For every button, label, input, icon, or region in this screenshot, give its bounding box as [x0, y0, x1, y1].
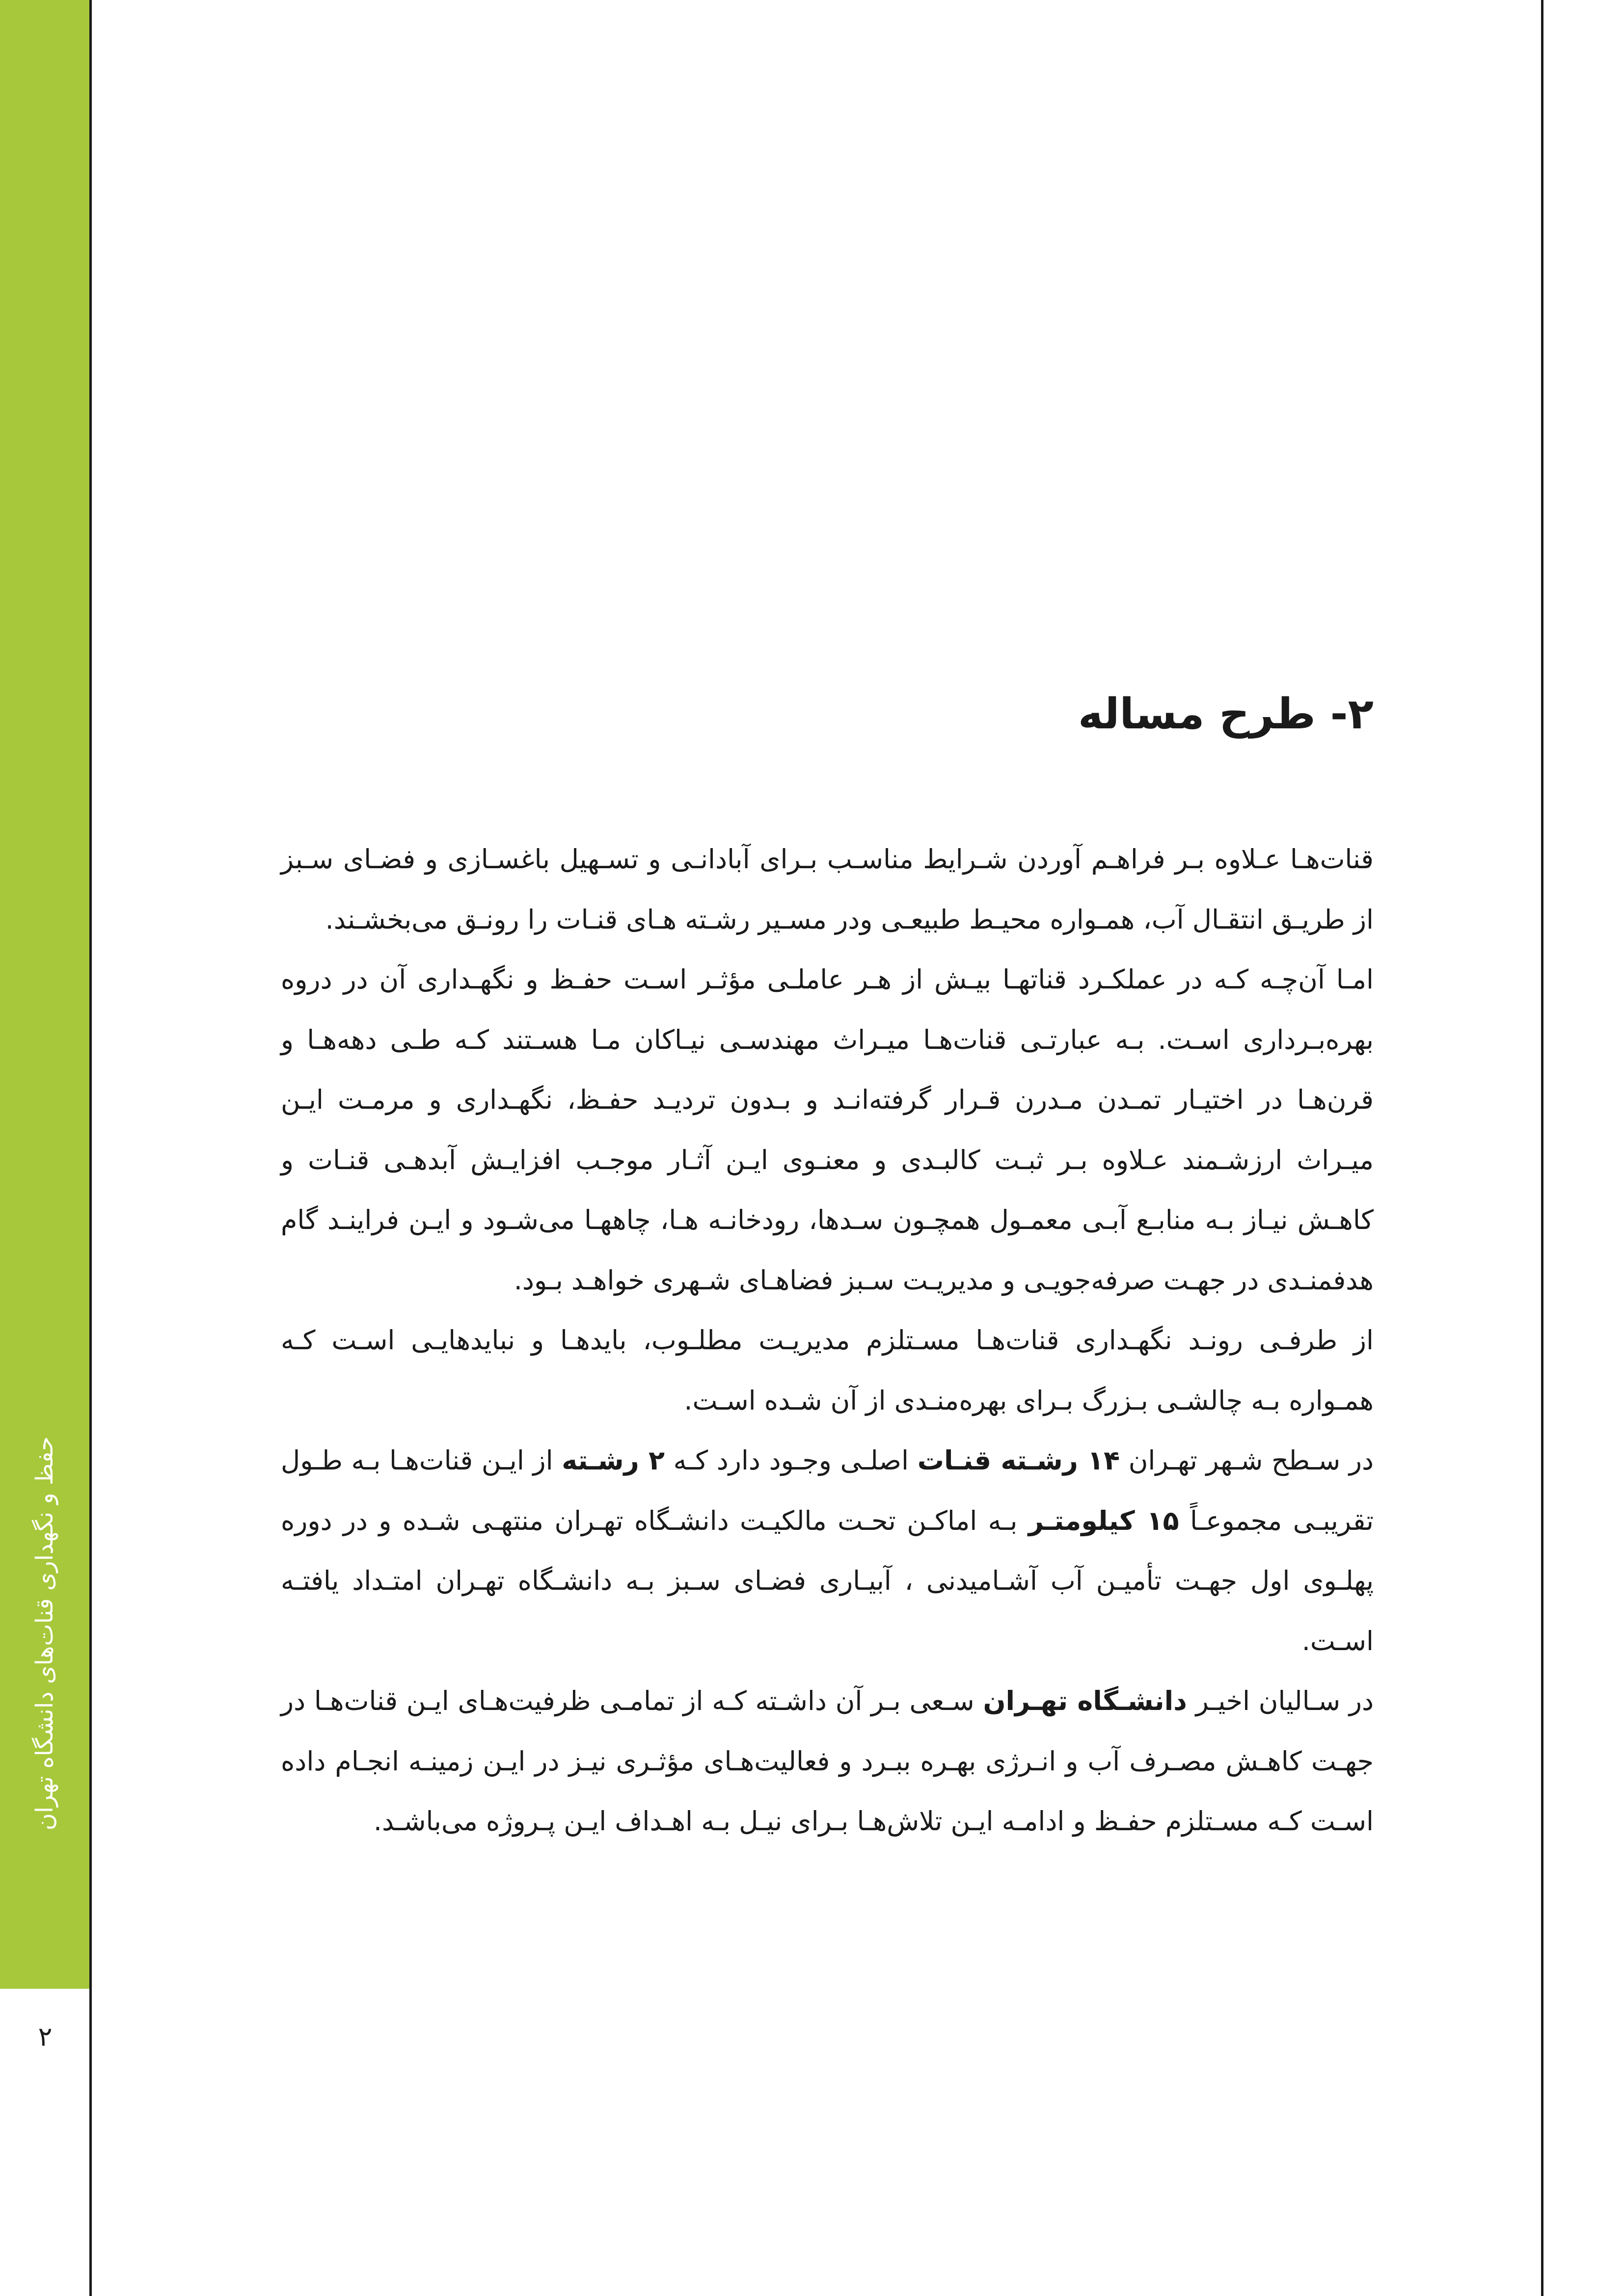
paragraph-2: امـا آن‌چـه کـه در عملکـرد قناتهـا بیـش از هـر عاملـی مؤثـر اسـت حفـظ و نگهـداری آن در دروه بهره‌بـرداری اسـت. بـه عبارتـی قنات‌هـا میـراث مهندسـی نیـاکان مـا هسـتند کـه طـی دهه‌هـا و قرن‌هـا در اختیـار تمـدن مـدرن قـرار گرفته‌انـد و بـدون تردیـد حفـظ، نگهـداری و مرمـت ایـن میـراث ارزشـمند عـلاوه بـر ثبـت کالبـدی و معنـوی ایـن آثـار موجـب افزایـش آبدهـی قنـات و کاهـش نیـاز بـه منابـع آبـی معمـول همچـون سـدها، رودخانـه هـا، چاههـا می‌شـود و ایـن فراینـد گام هدفمنـدی در جهـت صرفه‌جویـی و مدیریـت سـبز فضاهـای شـهری خواهـد بـود. [281, 964, 1374, 1296]
right-page-rule [1541, 0, 1543, 2296]
paragraph-5-text-2: سـعی بـر آن داشـته کـه از تمامـی ظرفیت‌هـای ایـن قنات‌هـا در جهـت کاهـش مصـرف آب و انـرژی بهـره ببـرد و فعالیت‌هـای مؤثـری نیـز در ایـن زمینـه انجـام داده اسـت کـه مسـتلزم حفـظ و ادامـه ایـن تلاش‌هـا بـرای نیـل بـه اهـداف ایـن پـروژه می‌باشـد. [281, 1685, 1374, 1837]
paragraph-4-bold-3: ۱۵ کیلومتـر [1028, 1505, 1179, 1536]
paragraph-1: قنات‌هـا عـلاوه بـر فراهـم آوردن شـرایط مناسـب بـرای آبادانـی و تسـهیل باغسـازی و فضـای سـبز از طریـق انتقـال آب، همـواره محیـط طبیعـی ودر مسـیر رشـته هـای قنـات را رونـق می‌بخشـند. [281, 844, 1374, 935]
paragraph-4 [281, 1431, 1374, 1671]
paragraph-4-text-2: اصلـی وجـود دارد کـه [664, 1445, 918, 1476]
left-page-rule [89, 0, 92, 2296]
paragraph-4-bold-2: ۲ رشـته [562, 1445, 665, 1476]
section-heading: ۲- طرح مساله [1078, 690, 1374, 739]
paragraph-5-text-1: در سـالیان اخیـر [1187, 1685, 1374, 1716]
paragraph-3: از طرفـی رونـد نگهـداری قنات‌هـا مسـتلزم مدیریـت مطلـوب، بایدهـا و نبایدهایـی اسـت کـه همـواره بـه چالشـی بـزرگ بـرای بهره‌منـدی از آن شـده اسـت. [281, 1325, 1374, 1416]
paragraph-4-text-4: بـه اماکـن تحـت مالکیـت دانشـگاه تهـران منتهـی شـده و در دوره پهلـوی اول جهـت تأمیـن آب آشـامیدنی ، آبیـاری فضـای سـبز بـه دانشـگاه تهـران امتـداد یافتـه اسـت. [281, 1505, 1374, 1656]
page-number: ۲ [38, 2021, 53, 2052]
paragraph-4-bold-1: ۱۴ رشـته قنـات [917, 1445, 1120, 1476]
paragraph-5 [281, 1671, 1374, 1852]
body-text [281, 829, 1374, 1852]
paragraph-5-bold-1: دانشـگاه تهـران [983, 1685, 1187, 1716]
sidebar-band [0, 0, 89, 1989]
sidebar-title: حفظ و نگهداری قنات‌های دانشگاه تهران [31, 1436, 58, 1831]
paragraph-4-text-1: در سـطح شـهر تهـران [1120, 1445, 1374, 1476]
paragraph-4-text-3: از ایـن قنات‌هـا بـه طـول تقریبـی مجموعـاً [281, 1445, 1374, 1536]
